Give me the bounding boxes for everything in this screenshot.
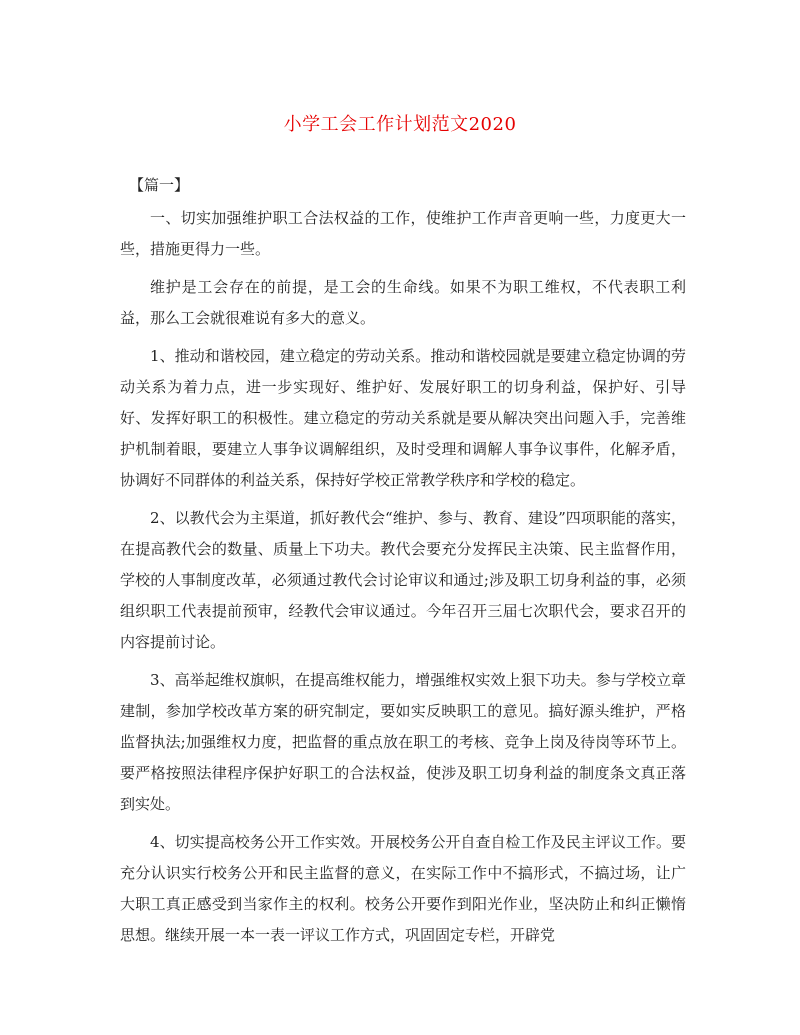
paragraph-4: 2、以教代会为主渠道，抓好教代会“维护、参与、教育、建设”四项职能的落实，在提高教代会的数量、质量上下功夫。教代会要充分发挥民主决策、民主监督作用，学校的人事制度改革，必须通过教代会讨论审议和通过;涉及职工切身利益的事，必须组织职工代表提前预审，经教代会审议通过。今年召开三届七次职代会，要求召开的内容提前讨论。 xyxy=(120,509,686,651)
paragraph-3: 1、推动和谐校园，建立稳定的劳动关系。推动和谐校园就是要建立稳定协调的劳动关系为着力点，进一步实现好、维护好、发展好职工的切身利益，保护好、引导好、发挥好职工的积极性。建立稳定的劳动关系就是要从解决突出问题入手，完善维护机制着眼，要建立人事争议调解组织，及时受理和调解人事争议事件，化解矛盾，协调好不同群体的利益关系，保持好学校正常教学秩序和学校的稳定。 xyxy=(120,347,686,489)
paragraph-5: 3、高举起维权旗帜，在提高维权能力，增强维权实效上狠下功夫。参与学校立章建制，参加学校改革方案的研究制定，要如实反映职工的意见。搞好源头维护，严格监督执法;加强维权力度，把监督的重点放在职工的考核、竞争上岗及待岗等环节上。要严格按照法律程序保护好职工的合法权益，使涉及职工切身利益的制度条文真正落到实处。 xyxy=(120,671,686,813)
document-body xyxy=(120,170,686,958)
paragraph-1: 一、切实加强维护职工合法权益的工作，使维护工作声音更响一些，力度更大一些，措施更得力一些。 xyxy=(120,209,686,258)
paragraph-6: 4、切实提高校务公开工作实效。开展校务公开自查自检工作及民主评议工作。要充分认识实行校务公开和民主监督的意义，在实际工作中不搞形式，不搞过场，让广大职工真正感受到当家作主的权利。校务公开要作到阳光作业，坚决防止和纠正懒惰思想。继续开展一本一表一评议工作方式，巩固固定专栏，开辟党 xyxy=(120,833,686,944)
paragraph-2: 维护是工会存在的前提，是工会的生命线。如果不为职工维权，不代表职工利益，那么工会就很难说有多大的意义。 xyxy=(120,278,686,327)
document-title: 小学工会工作计划范文2020 xyxy=(283,114,517,135)
section-label: 【篇一】 xyxy=(129,176,190,194)
